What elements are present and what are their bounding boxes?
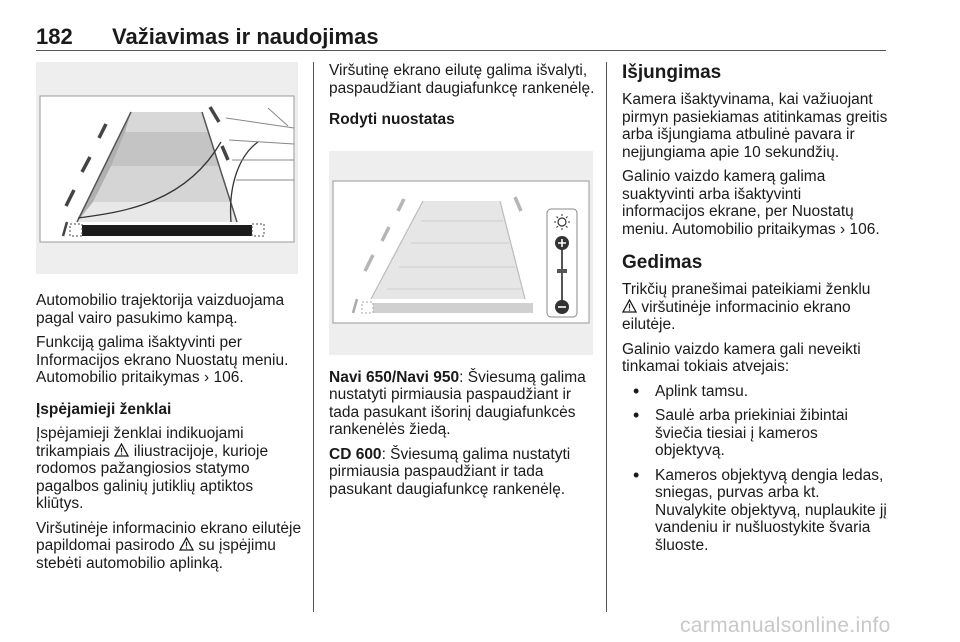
paragraph: Viršutinę ekrano eilutę galima išvalyti, paspaudžiant daugiafunkcę rankenėlę.: [329, 62, 595, 97]
column-divider: [313, 62, 314, 612]
page-reference-arrow-icon: ›: [204, 369, 210, 386]
camera-brightness-settings-illustration: [329, 151, 593, 355]
column-1: [36, 62, 302, 579]
paragraph: Galinio vaizdo kamera gali neveikti tinkamai tokiais atvejais:: [622, 340, 861, 375]
paragraph: Navi 650/Navi 950: Šviesumą galima nustatyti pirmiausia paspaudžiant ir tada pasukant išorinį daugiafunkcės rankenėlės žiedą.: [329, 368, 586, 438]
list-item: • Saulė arba priekiniai žibintai šviečia tiesiai į kameros objektyvą.: [622, 407, 888, 460]
paragraph: Įspėjamieji ženklai indikuojami trikampiais iliustracijoje, kurioje rodomos pažangiosios statymo pagalbos galinių jutiklių aptiktos kliūtys.: [36, 425, 269, 512]
watermark: carmanualsonline.info: [680, 614, 891, 637]
figure-caption: Automobilio trajektorija vaizduojama pagal vairo pasukimo kampą.: [36, 292, 285, 327]
rear-camera-trajectory-illustration: [36, 62, 298, 274]
bullet-list: [622, 383, 888, 555]
column-3: [622, 62, 888, 561]
paragraph: Viršutinėje informacinio ekrano eilutėje papildomai pasirodo su įspėjimu stebėti automobilio aplinką.: [36, 519, 302, 572]
warning-triangle-icon: [622, 299, 637, 313]
page-header: [36, 0, 886, 50]
section-heading: Įspėjamieji ženklai: [36, 400, 172, 418]
column-2: [329, 62, 595, 505]
warning-triangle-icon: [114, 443, 129, 457]
section-heading: Gedimas: [622, 252, 703, 273]
paragraph: Funkciją galima išaktyvinti per Informacijos ekrano Nuostatų meniu. Automobilio pritaikymas › 106.: [36, 334, 289, 386]
page-number: 182: [36, 24, 73, 49]
page-reference[interactable]: 106.: [213, 369, 244, 386]
warning-triangle-icon: [179, 537, 194, 551]
page-title: Važiavimas ir naudojimas: [112, 24, 379, 49]
section-heading: Rodyti nuostatas: [329, 111, 455, 128]
paragraph: CD 600: Šviesumą galima nustatyti pirmiausia paspaudžiant ir tada pasukant daugiafunkcę rankenėlę.: [329, 445, 571, 498]
section-heading: Išjungimas: [622, 62, 722, 83]
paragraph: Trikčių pranešimai pateikiami ženklu viršutinėje informacinio ekrano eilutėje.: [622, 281, 871, 333]
paragraph: Kamera išaktyvinama, kai važiuojant pirmyn pasiekiamas atitinkamas greitis arba išjungiama atbulinė pavara ir neįjungiama apie 10 sekundžių.: [622, 91, 888, 161]
header-rule: [36, 50, 886, 51]
list-item: • Kameros objektyvą dengia ledas, sniegas, purvas arba kt. Nuvalykite objektyvą, nuplaukite jį vandeniu ir nušluostykite švaria šluoste.: [622, 467, 888, 555]
page-reference-arrow-icon: ›: [839, 220, 846, 238]
paragraph: Galinio vaizdo kamerą galima suaktyvinti arba išaktyvinti informacijos ekrane, per Nuostatų meniu. Automobilio pritaikymas › 106.: [622, 168, 880, 238]
page-reference[interactable]: 106.: [849, 220, 880, 238]
list-item: • Aplink tamsu.: [622, 383, 888, 401]
column-divider: [606, 62, 607, 612]
